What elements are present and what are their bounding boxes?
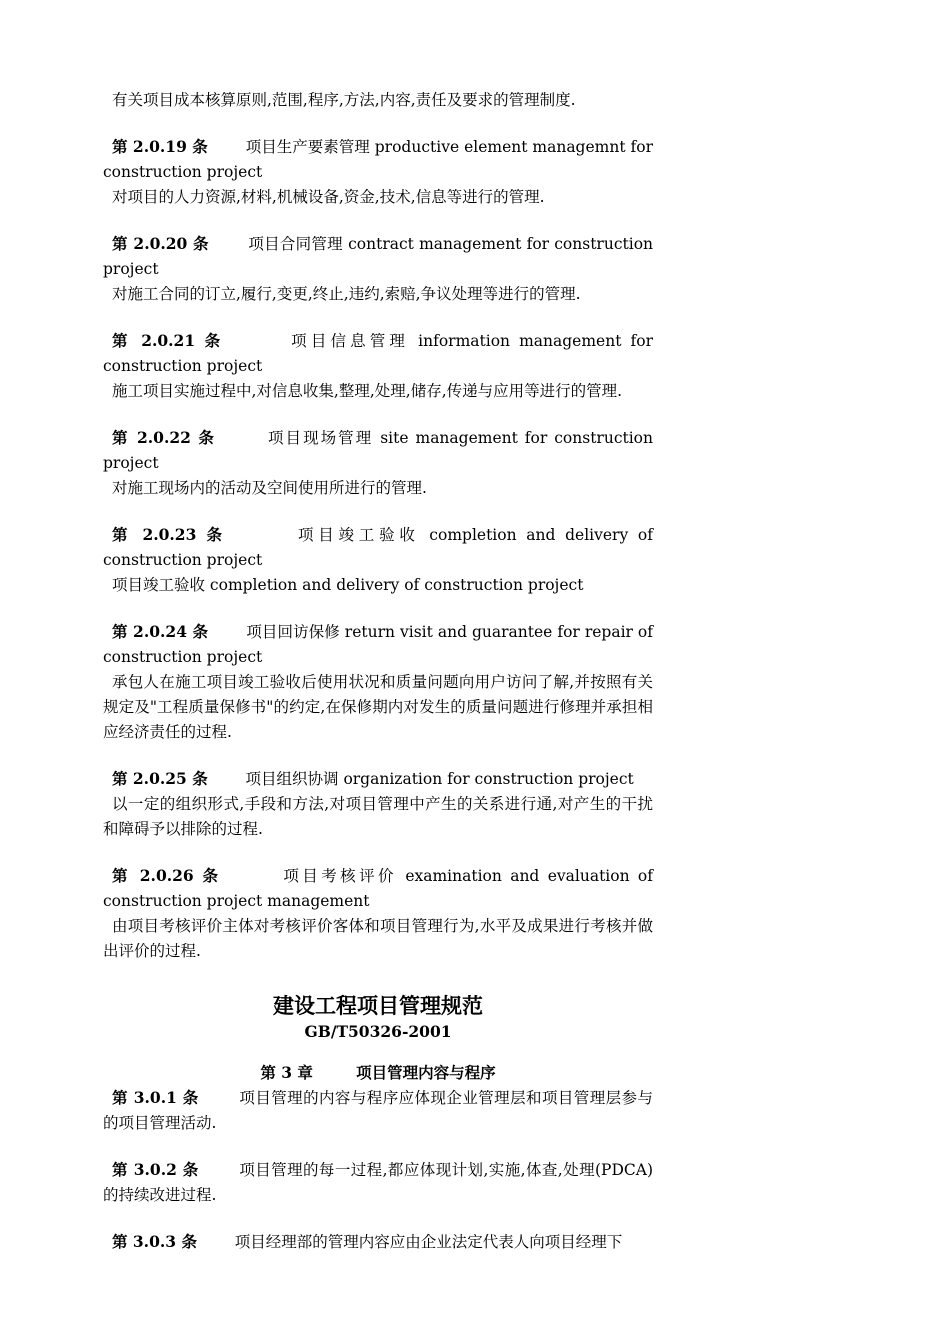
article-number: 第 2.0.20 条: [112, 234, 209, 253]
article-number: 第 2.0.21 条: [112, 331, 225, 350]
article-number: 第 3.0.1 条: [112, 1088, 199, 1107]
article-heading: 项目生产要素管理 productive element managemnt for construction project: [103, 138, 653, 181]
article-2-0-23: [103, 522, 653, 598]
article-number: 第 2.0.24 条: [112, 622, 209, 641]
article-heading: 项目组织协调 organization for construction project: [245, 770, 634, 788]
article-2-0-24: [103, 619, 653, 745]
article-number: 第 2.0.22 条: [112, 428, 216, 447]
article-body: 对项目的人力资源,材料,机械设备,资金,技术,信息等进行的管理.: [112, 188, 545, 206]
article-2-0-26: [103, 863, 653, 964]
article-heading: 项目信息管理 information management for construction project: [103, 332, 653, 375]
article-3-0-3: [103, 1229, 653, 1255]
article-body: 施工项目实施过程中,对信息收集,整理,处理,储存,传递与应用等进行的管理.: [112, 382, 623, 400]
document-code: GB/T50326-2001: [304, 1022, 452, 1041]
article-text: 项目经理部的管理内容应由企业法定代表人向项目经理下: [234, 1233, 623, 1251]
document-title: 建设工程项目管理规范: [273, 993, 483, 1018]
article-body: 承包人在施工项目竣工验收后使用状况和质量问题向用户访问了解,并按照有关规定及"工程质量保修书"的约定,在保修期内对发生的质量问题进行修理并承担相应经济责任的过程.: [103, 673, 653, 741]
article-body: 由项目考核评价主体对考核评价客体和项目管理行为,水平及成果进行考核并做出评价的过程.: [103, 917, 653, 960]
article-heading: 项目考核评价 examination and evaluation of construction project management: [103, 867, 654, 910]
article-number: 第 2.0.25 条: [112, 769, 208, 788]
article-3-0-1: [103, 1085, 653, 1136]
article-text: 项目管理的内容与程序应体现企业管理层和项目管理层参与的项目管理活动.: [103, 1089, 653, 1132]
article-2-0-25: [103, 766, 653, 842]
intro-paragraph: 有关项目成本核算原则,范围,程序,方法,内容,责任及要求的管理制度.: [112, 91, 576, 109]
article-body: 项目竣工验收 completion and delivery of construction project: [112, 576, 584, 594]
article-2-0-19: [103, 134, 653, 210]
chapter-name: 项目管理内容与程序: [356, 1063, 496, 1082]
article-number: 第 2.0.19 条: [112, 137, 208, 156]
article-text: 项目管理的每一过程,都应体现计划,实施,体查,处理(PDCA)的持续改进过程.: [103, 1161, 653, 1204]
article-number: 第 3.0.3 条: [112, 1232, 197, 1251]
article-2-0-21: [103, 328, 653, 404]
article-number: 第 3.0.2 条: [112, 1160, 199, 1179]
article-heading: 项目回访保修 return visit and guarantee for repair of construction project: [103, 623, 654, 666]
chapter-label: 第 3 章: [260, 1063, 313, 1082]
article-2-0-22: [103, 425, 653, 501]
chapter-heading: [103, 1060, 653, 1085]
article-number: 第 2.0.26 条: [112, 866, 222, 885]
article-body: 对施工现场内的活动及空间使用所进行的管理.: [112, 479, 427, 497]
article-number: 第 2.0.23 条: [112, 525, 227, 544]
article-heading: 项目竣工验收 completion and delivery of construction project: [103, 526, 653, 569]
article-body: 对施工合同的订立,履行,变更,终止,违约,索赔,争议处理等进行的管理.: [112, 285, 581, 303]
document-body: [103, 88, 653, 1255]
article-heading: 项目现场管理 site management for construction project: [103, 429, 653, 472]
article-3-0-2: [103, 1157, 653, 1208]
article-body: 以一定的组织形式,手段和方法,对项目管理中产生的关系进行通,对产生的干扰和障碍予以排除的过程.: [103, 795, 653, 838]
article-2-0-20: [103, 231, 653, 307]
article-heading: 项目合同管理 contract management for construction project: [103, 235, 654, 278]
